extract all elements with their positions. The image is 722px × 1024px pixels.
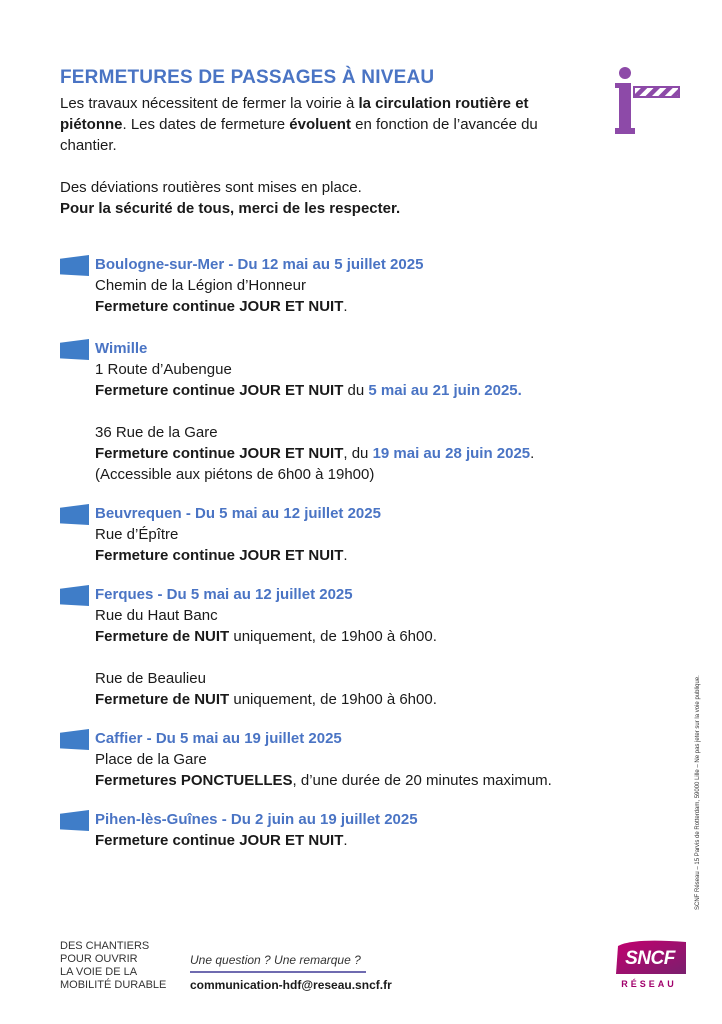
sncf-reseau-label: RÉSEAU (621, 979, 677, 989)
section-title: Beuvrequen - Du 5 mai au 12 juillet 2025 (95, 505, 381, 522)
footer-slogan: DES CHANTIERS POUR OUVRIR LA VOIE DE LA MOBILITÉ DURABLE (60, 940, 167, 991)
section-title: Wimille (95, 340, 148, 357)
footer-question: Une question ? Une remarque ? (190, 953, 361, 967)
section-place: Place de la Gare (95, 751, 207, 768)
section-closure: Fermeture de NUIT uniquement, de 19h00 à 6h00. (95, 691, 437, 708)
section-title: Boulogne-sur-Mer - Du 12 mai au 5 juillet 2025 (95, 256, 424, 273)
flag-icon (60, 585, 89, 606)
closure-section-caffier (60, 728, 620, 791)
footer-divider (190, 971, 366, 973)
section-place: Rue du Haut Banc (95, 607, 218, 624)
deviation-text: Des déviations routières sont mises en place. (60, 179, 362, 196)
flag-icon (60, 255, 89, 276)
footer-contact (190, 953, 392, 992)
contact-email-link[interactable]: communication-hdf@reseau.sncf.fr (190, 978, 392, 992)
closure-section-ferques (60, 584, 620, 710)
closure-section-wimille (60, 338, 620, 485)
section-closure: Fermeture continue JOUR ET NUIT. (95, 298, 348, 315)
safety-text: Pour la sécurité de tous, merci de les respecter. (60, 200, 401, 217)
level-crossing-barrier-icon (612, 66, 684, 138)
legal-side-text: SCNF Réseau – 15 Parvis de Rotterdam, 59000 Lille – Ne pas jeter sur la voie publique. (695, 675, 701, 910)
section-place: 1 Route d’Aubengue (95, 361, 232, 378)
section-title: Pihen-lès-Guînes - Du 2 juin au 19 juillet 2025 (95, 811, 418, 828)
sncf-logo-text: SNCF (625, 948, 675, 969)
section-place: 36 Rue de la Gare (95, 424, 218, 441)
section-closure: Fermeture continue JOUR ET NUIT du 5 mai au 21 juin 2025. (95, 382, 522, 399)
section-title: Caffier - Du 5 mai au 19 juillet 2025 (95, 730, 342, 747)
section-note: (Accessible aux piétons de 6h00 à 19h00) (95, 466, 375, 483)
section-closure: Fermeture de NUIT uniquement, de 19h00 à 6h00. (95, 628, 437, 645)
flag-icon (60, 504, 89, 525)
section-closure: Fermetures PONCTUELLES, d’une durée de 20 minutes maximum. (95, 772, 552, 789)
closure-section-beuvrequen (60, 503, 620, 566)
intro-paragraph: Les travaux nécessitent de fermer la voirie à la circulation routière et piétonne. Les dates de fermeture évoluent en fonction de l’avancée du chantier. (60, 95, 538, 154)
section-title: Ferques - Du 5 mai au 12 juillet 2025 (95, 586, 353, 603)
section-closure: Fermeture continue JOUR ET NUIT. (95, 547, 348, 564)
flag-icon (60, 729, 89, 750)
flag-icon (60, 810, 89, 831)
closure-section-boulogne (60, 254, 620, 317)
section-closure: Fermeture continue JOUR ET NUIT, du 19 mai au 28 juin 2025. (95, 445, 535, 462)
section-closure: Fermeture continue JOUR ET NUIT. (95, 832, 348, 849)
page-title: FERMETURES DE PASSAGES À NIVEAU (60, 67, 435, 88)
section-place: Rue d’Épître (95, 526, 179, 543)
section-place: Rue de Beaulieu (95, 670, 206, 687)
flag-icon (60, 339, 89, 360)
intro-text (60, 93, 570, 219)
closure-section-pihen (60, 809, 620, 851)
section-place: Chemin de la Légion d’Honneur (95, 277, 306, 294)
